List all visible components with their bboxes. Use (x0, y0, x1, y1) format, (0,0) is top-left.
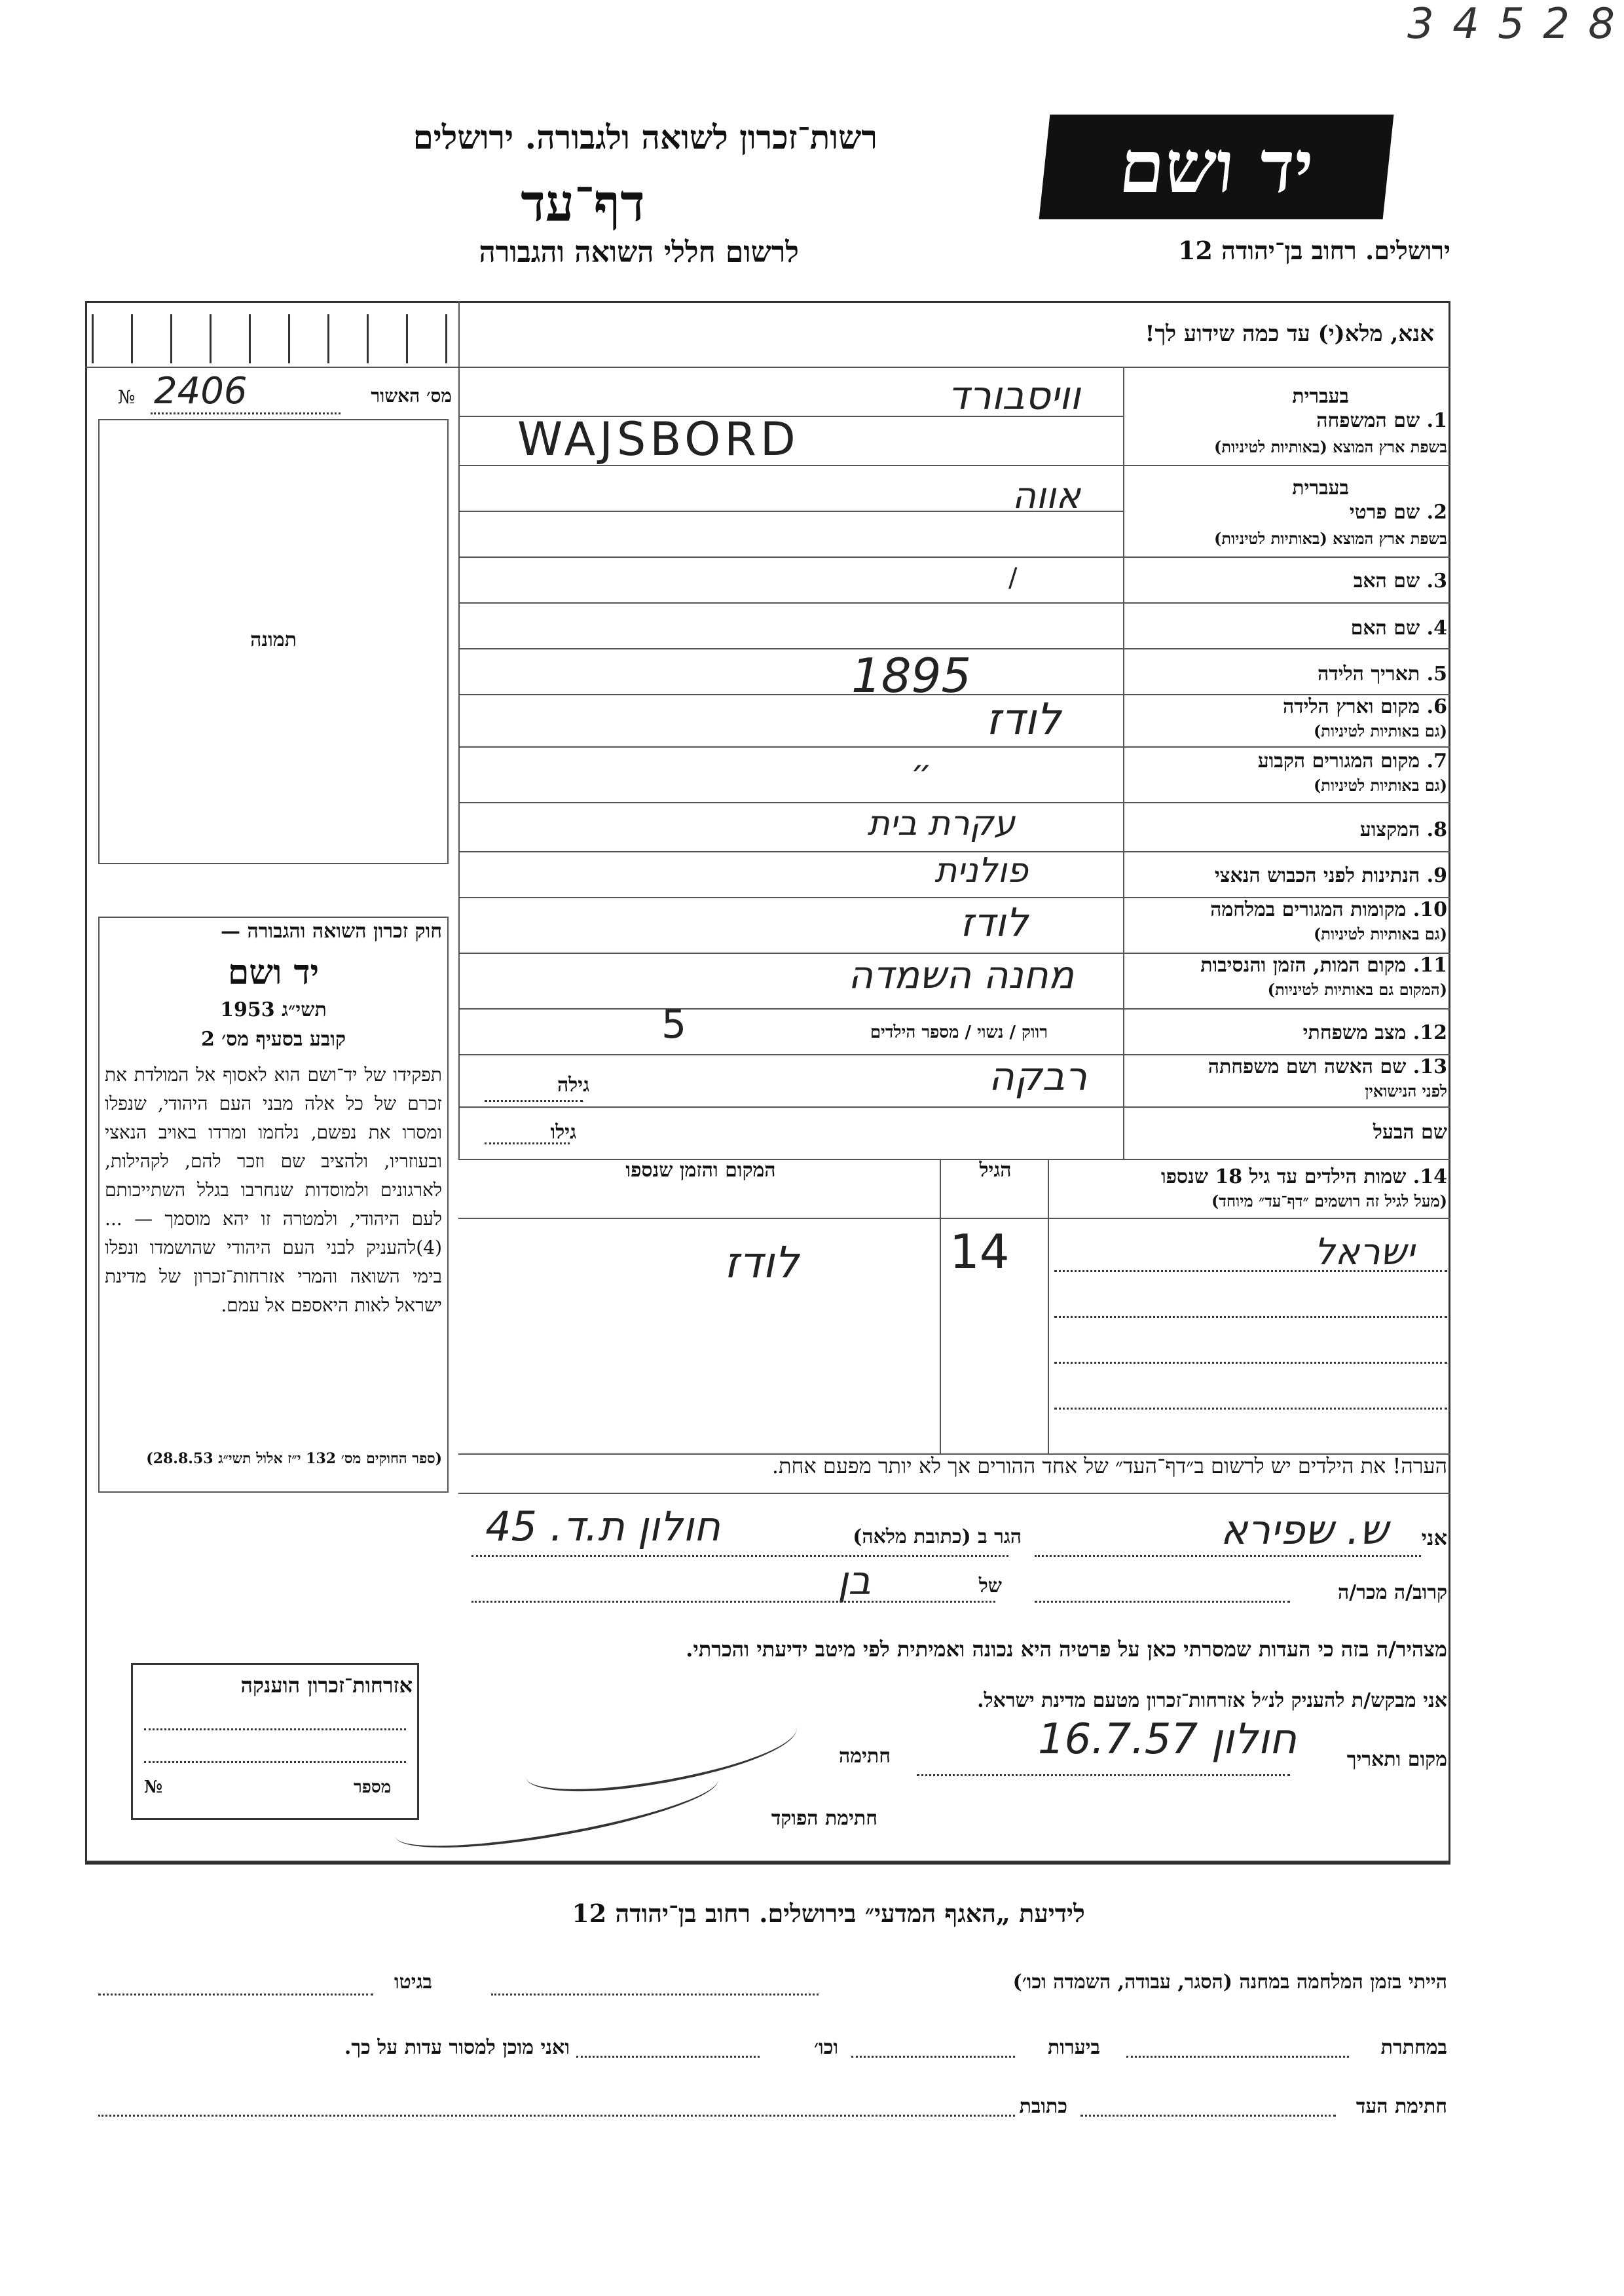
field-6-sub: (גם באותיות לטיניות) (1313, 721, 1447, 740)
field-11-sub: (המקום גם באותיות לטיניות) (1267, 980, 1447, 999)
declarant-address: חולון ת.ד. 45 (485, 1503, 720, 1550)
declarant-i-label: אני (1421, 1525, 1447, 1550)
field-3-num: 3. (1426, 570, 1447, 592)
approval-label: מס׳ האשור (371, 385, 452, 407)
approval-prefix: № (118, 386, 136, 408)
law-body: תפקידו של יד־ושם הוא לאסוף אל המולדת את זכרם של כל אלה מבני העם היהודי, שנפלו ומסרו את נפשם, נלחמו ומרדו באויב הנאצי ובעוזריו, ולהציב שם וזכר להם, לקהילות, לארגונים ולמוסדות שנחרבו בגלל השתייכותם לעם היהודי, ולמטרה זו יהא מוסמך — ...(4)להעניק לבני העם היהודי שהושמדו ונפלו בימי השואה והמרי אזרחות־זכרון של מדינת ישראל לאות היאספם אל עמם. (105, 1064, 442, 1316)
field-12-sub: רווק / נשוי / מספר הילדים (870, 1023, 1048, 1042)
citizenship-number-label: מספר (354, 1777, 392, 1797)
field-5-label (1318, 663, 1447, 685)
husband-age-label: גילו (550, 1121, 576, 1144)
field-1-sub: בשפת ארץ המוצא (באותיות לטיניות) (1214, 437, 1447, 456)
field-2-sub: בשפת ארץ המוצא (באותיות לטיניות) (1214, 529, 1447, 548)
declarant-name: ש. שפירא (1220, 1506, 1388, 1554)
field-9-text: הנתינות לפני הכבוש הנאצי (1214, 864, 1420, 887)
field-7-text: מקום המגורים הקבוע (1257, 750, 1420, 773)
signature-label: חתימה (839, 1745, 891, 1768)
child-place: לודז (724, 1237, 799, 1288)
child-name: ישראל (1314, 1231, 1414, 1273)
law-title: חוק זכרון השואה והגבורה — (221, 920, 442, 943)
photo-label: תמונה (250, 629, 297, 651)
place-date-label: מקום ותאריך (1346, 1748, 1447, 1771)
field-1-lang: בעברית (1292, 385, 1349, 408)
field-4-label (1351, 617, 1447, 640)
children-age-header: הגיל (979, 1159, 1012, 1182)
field-1-value-latin: WAJSBORD (517, 412, 800, 466)
field-12-label (1303, 1021, 1447, 1044)
field-7-sub: (גם באותיות לטיניות) (1313, 776, 1447, 795)
footer-line1-b: בגיטו (394, 1971, 432, 1994)
logo-text: יד ושם (1115, 124, 1318, 209)
field-12-text: מצב משפחתי (1302, 1021, 1407, 1044)
note: הערה! את הילדים יש לרשום ב״דף־העד״ של אחד ההורים אך לא יותר מפעם אחת. (771, 1453, 1447, 1478)
field-4-text: שם האם (1350, 617, 1420, 640)
field-13-value: רבקה (988, 1054, 1087, 1100)
field-2-label (1350, 501, 1447, 524)
field-10-num: 10. (1412, 898, 1447, 921)
field-8-text: המקצוע (1359, 818, 1420, 841)
field-7-label (1258, 750, 1447, 773)
field-11-text: מקום המות, הזמן והנסיבות (1200, 954, 1407, 977)
field-6-label (1283, 695, 1447, 718)
field-6-num: 6. (1426, 695, 1447, 718)
field-11-label (1200, 954, 1447, 977)
field-10-text: מקומות המגורים במלחמה (1210, 898, 1407, 921)
field-13-num: 13. (1412, 1055, 1447, 1078)
field-11-num: 11. (1412, 954, 1447, 977)
field-3-label (1354, 570, 1447, 592)
field-11-value: מחנה השמדה (848, 953, 1074, 997)
children-place-header: המקום והזמן שנספו (625, 1159, 776, 1182)
footer-line3-a: חתימת העד (1356, 2095, 1447, 2118)
footer-line2-d: ואני מוכן למסור עדות על כך. (344, 2036, 570, 2059)
field-6-value: לודז (986, 694, 1061, 744)
field-8-value: עקרת בית (867, 804, 1015, 843)
law-name: יד ושם (227, 953, 320, 993)
footer-line2-b: ביערות (1047, 2036, 1100, 2059)
children-num: 14. (1412, 1165, 1447, 1188)
declaration-text: מצהיר/ה בזה כי העדות שמסרתי כאן על פרטיה היא נכונה ואמיתית לפי מיטב ידיעתי והכרתי. (686, 1637, 1447, 1662)
field-10-label (1210, 898, 1447, 921)
relation-value: בן (837, 1558, 871, 1604)
field-1-label (1316, 409, 1447, 432)
authority-title: רשות־זכרון לשואה ולגבורה. ירושלים (413, 118, 877, 156)
top-note: אנא, מלא(י) עד כמה שידוע לך! (1145, 321, 1434, 347)
header-address: ירושלים. רחוב בן־יהודה 12 (1178, 236, 1450, 265)
field-9-num: 9. (1426, 864, 1447, 887)
field-2-num: 2. (1426, 501, 1447, 524)
footer-line2-c: וכו׳ (814, 2036, 838, 2059)
footer-line1-a: הייתי בזמן המלחמה במחנה (הסגר, עבודה, השמדה וכו׳) (1012, 1971, 1447, 1994)
yad-vashem-logo (1039, 115, 1394, 219)
field-5-value: 1895 (851, 648, 972, 703)
child-age: 14 (950, 1224, 1010, 1279)
field-7-num: 7. (1426, 750, 1447, 773)
field-6-text: מקום וארץ הלידה (1282, 695, 1420, 718)
field-12-num: 12. (1412, 1021, 1447, 1044)
field-12-value: 5 (661, 1002, 687, 1048)
children-sub: (מעל לגיל זה רושמים ״דף־עד״ מיוחד) (1211, 1192, 1447, 1211)
officer-label: חתימת הפוקד (771, 1807, 877, 1830)
request-text: אני מבקש/ת להעניק לנ״ל אזרחות־זכרון מטעם מדינת ישראל. (977, 1689, 1447, 1712)
field-13-text: שם האשה ושם משפחתה (1208, 1055, 1407, 1078)
of-label: של (978, 1575, 1002, 1597)
field-8-num: 8. (1426, 818, 1447, 841)
declarant-resides-label: הגר ב (כתובת מלאה) (853, 1525, 1022, 1548)
field-1-text: שם המשפחה (1316, 409, 1420, 432)
form-subtitle: לרשום חללי השואה והגבורה (479, 236, 799, 269)
footer-line3-b: כתובת (1019, 2095, 1067, 2118)
card-punch-strip (92, 314, 452, 363)
field-1-num: 1. (1426, 409, 1447, 432)
field-2-value: אווה (1012, 475, 1080, 517)
field-3-dash: / (1008, 563, 1018, 593)
relative-label: קרוב/ה מכר/ה (1338, 1581, 1447, 1604)
place-date-value: חולון 16.7.57 (1037, 1715, 1297, 1764)
field-5-text: תאריך הלידה (1318, 663, 1420, 685)
citizenship-title: אזרחות־זכרון הוענקה (240, 1673, 413, 1698)
form-title: דף־עד (521, 173, 645, 233)
field-4-num: 4. (1426, 617, 1447, 640)
field-9-label (1215, 864, 1447, 887)
footer-title: לידיעת „האגף המדעי״ בירושלים. רחוב בן־יהודה 12 (572, 1899, 1085, 1928)
field-13-sub: לפני הנישואין (1365, 1082, 1447, 1101)
field-2-text: שם פרטי (1349, 501, 1420, 524)
field-10-sub: (גם באותיות לטיניות) (1313, 924, 1447, 943)
field-13-label (1208, 1055, 1447, 1078)
approval-number: 2406 (154, 370, 248, 412)
field-1-value-he: וויסבורד (948, 373, 1080, 419)
law-source: (ספר החוקים מס׳ 132 י״ז אלול תשי״ג 28.8.53) (146, 1450, 442, 1467)
field-2-lang: בעברית (1292, 477, 1349, 500)
field-7-value: ״ (910, 753, 932, 792)
archive-number: 3 4 5 2 8 (1407, 0, 1617, 48)
footer-line2-a: במחתרת (1380, 2036, 1447, 2059)
field-5-num: 5. (1426, 663, 1447, 685)
children-header (1161, 1165, 1447, 1188)
field-8-label (1360, 818, 1447, 841)
children-title: שמות הילדים עד גיל 18 שנספו (1160, 1165, 1407, 1188)
husband-label: שם הבעל (1373, 1121, 1447, 1144)
law-year: תשי״ג 1953 (220, 998, 327, 1021)
field-13-age-label: גילה (557, 1074, 589, 1097)
citizenship-number-prefix: № (144, 1777, 163, 1797)
field-3-text: שם האב (1353, 570, 1420, 592)
field-9-value: פולנית (934, 851, 1028, 890)
law-clause: קובע בסעיף מס׳ 2 (200, 1028, 346, 1051)
field-10-value: לודז (960, 900, 1028, 946)
